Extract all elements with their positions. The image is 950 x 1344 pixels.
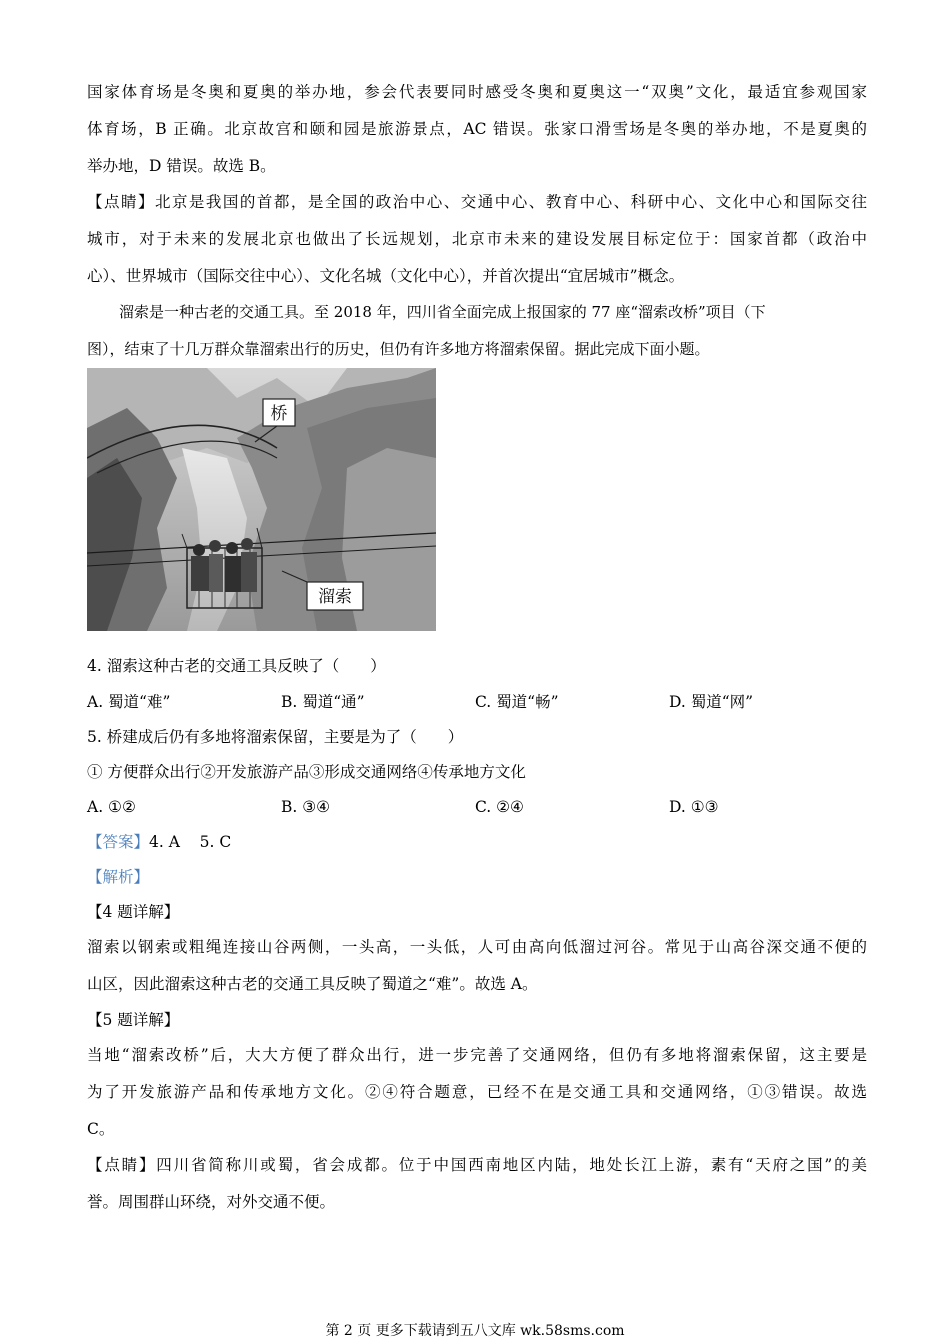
intro-line-2: 体育场，B 正确。北京故宫和颐和园是旅游景点，AC 错误。张家口滑雪场是冬奥的举办地，不是夏奥的 — [87, 120, 867, 138]
question-4-stem: 4. 溜索这种古老的交通工具反映了（ ） — [87, 657, 386, 675]
q5-option-a: A. ①② — [87, 798, 136, 816]
point-note-2-line-1: 【点睛】四川省简称川或蜀，省会成都。位于中国西南地区内陆，地处长江上游，素有“天府之国”的美 — [87, 1156, 867, 1174]
point-note-1-line-2: 城市，对于未来的发展北京也做出了长远规划，北京市未来的建设发展目标定位于：国家首都（政治中 — [87, 230, 867, 248]
answer-text: 4. A 5. C — [149, 833, 232, 851]
point-note-2-line-2: 誉。周围群山环绕，对外交通不便。 — [87, 1193, 336, 1211]
detail-5-title: 【5 题详解】 — [87, 1011, 180, 1029]
q5-option-b: B. ③④ — [281, 798, 331, 816]
q5-option-c: C. ②④ — [475, 798, 524, 816]
label-zipline: 溜索 — [318, 587, 352, 607]
zipline-photo — [87, 368, 436, 631]
q4-option-c: C. 蜀道“畅” — [475, 693, 559, 711]
detail-4-line-1: 溜索以钢索或粗绳连接山谷两侧，一头高，一头低，人可由高向低溜过河谷。常见于山高谷深交通不便的 — [87, 938, 867, 956]
detail-5-line-2: 为了开发旅游产品和传承地方文化。②④符合题意，已经不在是交通工具和交通网络，①③错误。故选 — [87, 1083, 867, 1101]
label-bridge: 桥 — [270, 404, 288, 424]
analysis-label: 【解析】 — [87, 868, 150, 886]
material-line-1: 溜索是一种古老的交通工具。至 2018 年，四川省全面完成上报国家的 77 座“溜索改桥”项目（下 — [119, 303, 766, 321]
detail-4-line-2: 山区，因此溜索这种古老的交通工具反映了蜀道之“难”。故选 A。 — [87, 975, 538, 993]
q4-option-a: A. 蜀道“难” — [87, 693, 171, 711]
intro-line-3: 举办地，D 错误。故选 B。 — [87, 157, 276, 175]
detail-5-line-3: C。 — [87, 1120, 115, 1138]
point-note-1-line-1: 【点睛】北京是我国的首都，是全国的政治中心、交通中心、教育中心、科研中心、文化中心和国际交往 — [87, 193, 867, 211]
q4-option-d: D. 蜀道“网” — [669, 693, 754, 711]
material-line-2: 图），结束了十几万群众靠溜索出行的历史，但仍有许多地方将溜索保留。据此完成下面小题。 — [87, 340, 710, 358]
q4-option-b: B. 蜀道“通” — [281, 693, 365, 711]
question-4-options — [87, 692, 867, 712]
question-5-stem: 5. 桥建成后仍有多地将溜索保留，主要是为了（ ） — [87, 728, 464, 746]
question-5-items: ① 方便群众出行②开发旅游产品③形成交通网络④传承地方文化 — [87, 763, 526, 781]
q5-option-d: D. ①③ — [669, 798, 719, 816]
intro-line-1: 国家体育场是冬奥和夏奥的举办地，参会代表要同时感受冬奥和夏奥这一“双奥”文化，最适宜参观国家 — [87, 83, 867, 101]
page-footer: 第 2 页 更多下载请到五八文库 wk.58sms.com — [325, 1323, 625, 1339]
answer-line — [87, 832, 867, 852]
detail-5-line-1: 当地“溜索改桥”后，大大方便了群众出行，进一步完善了交通网络，但仍有多地将溜索保留，这主要是 — [87, 1046, 867, 1064]
answer-label: 【答案】 — [87, 833, 150, 851]
point-note-1-line-3: 心）、世界城市（国际交往中心）、文化名城（文化中心），并首次提出“宜居城市”概念。 — [87, 267, 685, 285]
question-5-options — [87, 797, 867, 817]
detail-4-title: 【4 题详解】 — [87, 903, 180, 921]
